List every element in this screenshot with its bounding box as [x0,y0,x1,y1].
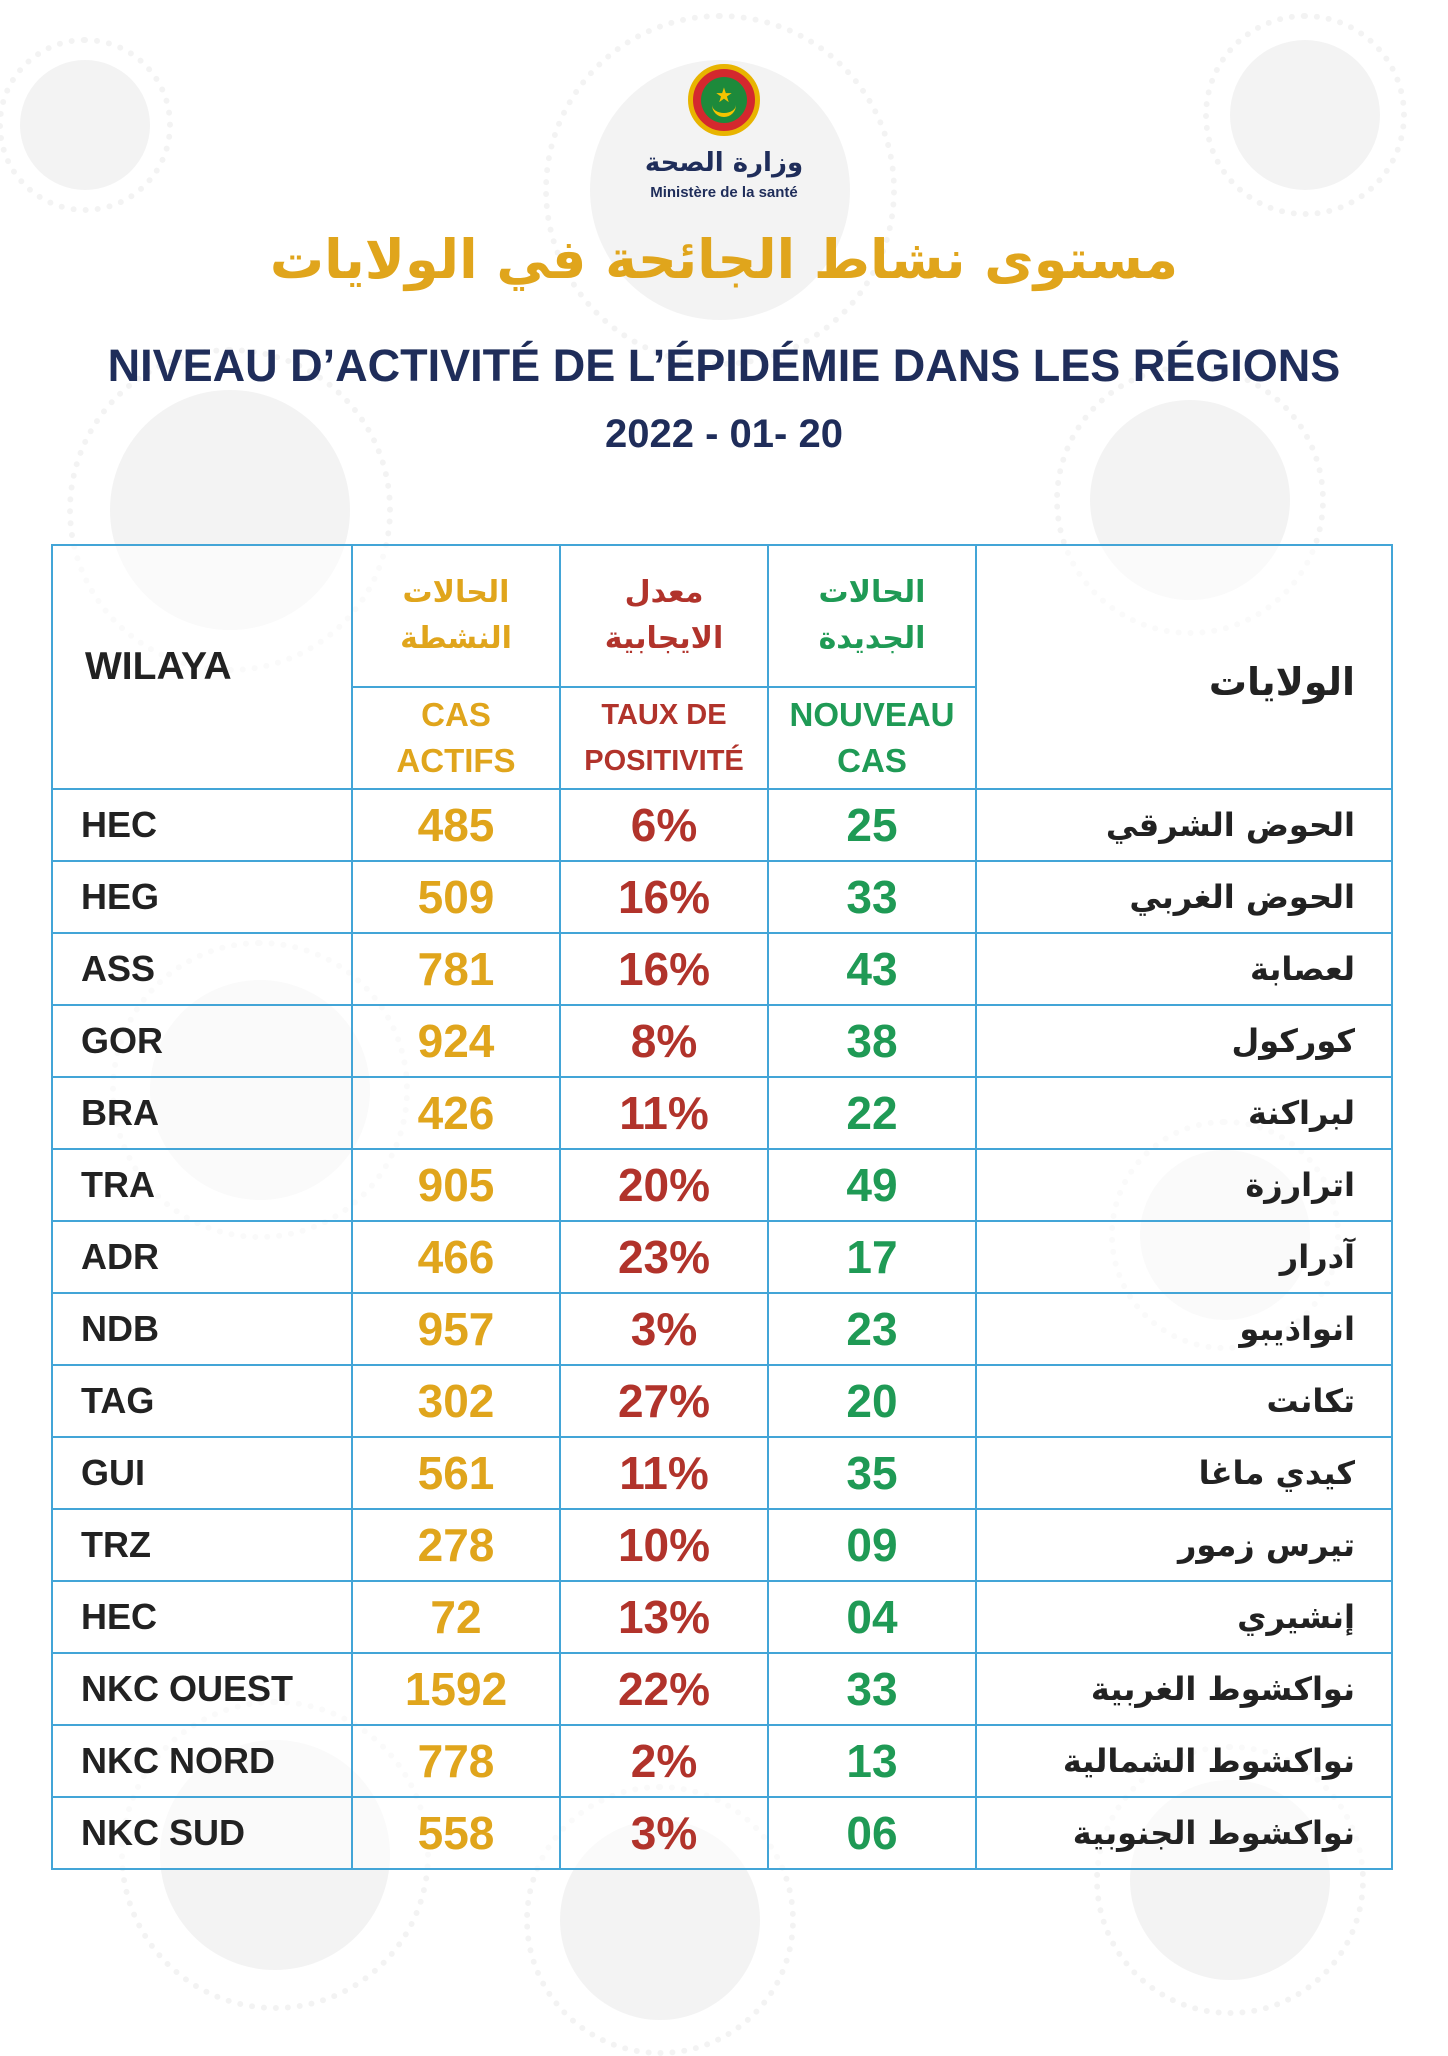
new-cases-value: 17 [768,1221,976,1293]
wilaya-code: TRA [52,1149,352,1221]
seal-emblem [701,77,747,123]
wilaya-name-arabic: كوركول [976,1005,1392,1077]
active-cases-value: 426 [352,1077,560,1149]
header-active-cases-arabic: الحالات النشطة [352,545,560,687]
report-date: 2022 - 01- 20 [605,412,843,456]
table-row [52,1653,1392,1725]
wilaya-code: TAG [52,1365,352,1437]
active-cases-value: 924 [352,1005,560,1077]
positivity-rate-value: 11% [560,1077,768,1149]
wilaya-code: TRZ [52,1509,352,1581]
wilaya-code: NKC NORD [52,1725,352,1797]
table-row [52,933,1392,1005]
wilaya-code: HEC [52,789,352,861]
header-new-cases-arabic: الحالات الجديدة [768,545,976,687]
active-cases-value: 905 [352,1149,560,1221]
positivity-rate-value: 2% [560,1725,768,1797]
wilaya-name-arabic: لعصابة [976,933,1392,1005]
positivity-rate-value: 27% [560,1365,768,1437]
new-cases-value: 09 [768,1509,976,1581]
wilaya-name-arabic: نواكشوط الشمالية [976,1725,1392,1797]
new-cases-value: 43 [768,933,976,1005]
wilaya-code: ASS [52,933,352,1005]
star-icon: ★ [715,83,733,107]
wilaya-name-arabic: لبراكنة [976,1077,1392,1149]
table-row [52,1365,1392,1437]
table-row [52,1149,1392,1221]
new-cases-value: 04 [768,1581,976,1653]
positivity-rate-value: 16% [560,861,768,933]
active-cases-value: 561 [352,1437,560,1509]
page-title-arabic: مستوى نشاط الجائحة في الولايات [269,228,1179,291]
positivity-rate-value: 23% [560,1221,768,1293]
active-cases-value: 302 [352,1365,560,1437]
positivity-rate-value: 8% [560,1005,768,1077]
wilaya-name-arabic: تكانت [976,1365,1392,1437]
active-cases-value: 957 [352,1293,560,1365]
positivity-rate-value: 3% [560,1797,768,1869]
positivity-rate-value: 6% [560,789,768,861]
table-row [52,1725,1392,1797]
header-new-cases-french: NOUVEAU CAS [768,687,976,789]
wilaya-name-arabic: نواكشوط الجنوبية [976,1797,1392,1869]
crescent-icon [712,103,736,117]
header-wilayas-arabic: الولايات [976,545,1392,789]
table-row [52,1581,1392,1653]
positivity-rate-value: 10% [560,1509,768,1581]
wilaya-name-arabic: تيرس زمور [976,1509,1392,1581]
active-cases-value: 781 [352,933,560,1005]
wilaya-name-arabic: الحوض الشرقي [976,789,1392,861]
wilaya-code: NKC SUD [52,1797,352,1869]
wilaya-code: GOR [52,1005,352,1077]
active-cases-value: 278 [352,1509,560,1581]
ministry-name-arabic: وزارة الصحة [644,148,804,178]
new-cases-value: 35 [768,1437,976,1509]
table-header-row-1 [52,545,1392,687]
new-cases-value: 06 [768,1797,976,1869]
header-active-cases-french: CAS ACTIFS [352,687,560,789]
active-cases-value: 485 [352,789,560,861]
positivity-rate-value: 3% [560,1293,768,1365]
active-cases-value: 778 [352,1725,560,1797]
wilaya-name-arabic: انواذيبو [976,1293,1392,1365]
page-title-french: NIVEAU D’ACTIVITÉ DE L’ÉPIDÉMIE DANS LES RÉGIONS [107,340,1341,391]
wilaya-name-arabic: آدرار [976,1221,1392,1293]
wilaya-activity-table [51,544,1393,1870]
wilaya-name-arabic: الحوض الغربي [976,861,1392,933]
new-cases-value: 49 [768,1149,976,1221]
wilaya-name-arabic: نواكشوط الغربية [976,1653,1392,1725]
table-row [52,1797,1392,1869]
active-cases-value: 1592 [352,1653,560,1725]
table-row [52,1005,1392,1077]
new-cases-value: 23 [768,1293,976,1365]
wilaya-code: HEC [52,1581,352,1653]
header-wilaya: WILAYA [52,545,352,789]
wilaya-code: BRA [52,1077,352,1149]
wilaya-code: NDB [52,1293,352,1365]
table-row [52,1293,1392,1365]
wilaya-code: HEG [52,861,352,933]
new-cases-value: 22 [768,1077,976,1149]
wilaya-name-arabic: كيدي ماغا [976,1437,1392,1509]
wilaya-name-arabic: إنشيري [976,1581,1392,1653]
new-cases-value: 33 [768,1653,976,1725]
wilaya-code: GUI [52,1437,352,1509]
virus-background-icon [20,60,150,190]
table-row [52,1509,1392,1581]
positivity-rate-value: 11% [560,1437,768,1509]
table-row [52,1437,1392,1509]
positivity-rate-value: 16% [560,933,768,1005]
table-row [52,1077,1392,1149]
ministry-name-french: Ministère de la santé [650,184,798,201]
new-cases-value: 38 [768,1005,976,1077]
header-positivity-french: TAUX DE POSITIVITÉ [560,687,768,789]
table-row [52,789,1392,861]
header-positivity-arabic: معدل الايجابية [560,545,768,687]
active-cases-value: 509 [352,861,560,933]
wilaya-code: ADR [52,1221,352,1293]
positivity-rate-value: 13% [560,1581,768,1653]
table-row [52,861,1392,933]
virus-background-icon [1230,40,1380,190]
new-cases-value: 25 [768,789,976,861]
positivity-rate-value: 22% [560,1653,768,1725]
active-cases-value: 72 [352,1581,560,1653]
new-cases-value: 33 [768,861,976,933]
positivity-rate-value: 20% [560,1149,768,1221]
new-cases-value: 13 [768,1725,976,1797]
ministry-seal-logo [688,64,760,136]
wilaya-code: NKC OUEST [52,1653,352,1725]
new-cases-value: 20 [768,1365,976,1437]
wilaya-name-arabic: اترارزة [976,1149,1392,1221]
active-cases-value: 466 [352,1221,560,1293]
active-cases-value: 558 [352,1797,560,1869]
table-row [52,1221,1392,1293]
